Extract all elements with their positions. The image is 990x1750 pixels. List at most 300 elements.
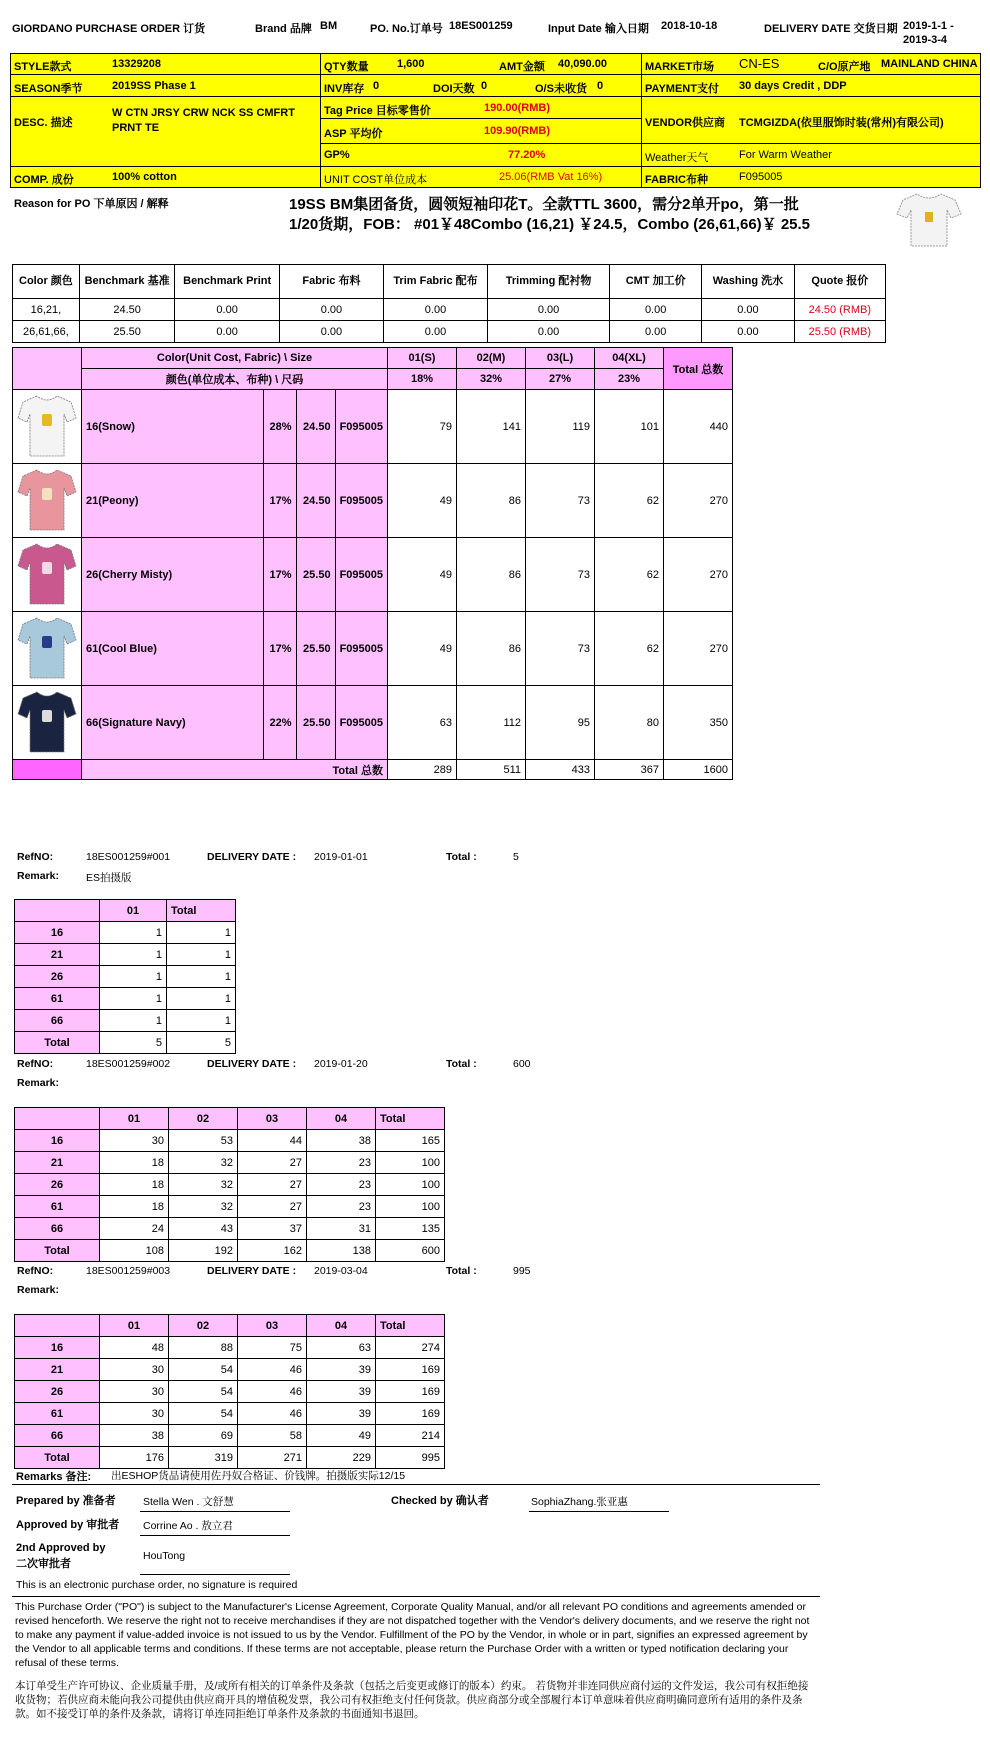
inv-label: INV库存	[324, 83, 365, 95]
color-unit-cost: 25.50	[296, 686, 335, 760]
ref-qty-cell: 27	[238, 1152, 307, 1174]
size-qty-cell: 73	[526, 538, 595, 612]
approved-name: Corrine Ao . 敖立君	[143, 1520, 233, 1532]
delivery-date-start: 2019-1-1 -	[903, 20, 954, 32]
cost-value-cell: 0.00	[488, 299, 610, 321]
main-total-all: 1600	[664, 760, 733, 780]
fabric-label: FABRIC布种	[645, 174, 708, 186]
doi-value: 0	[481, 80, 488, 92]
brand-value: BM	[320, 20, 338, 32]
color-unit-cost: 24.50	[296, 390, 335, 464]
ref-qty-cell: 46	[238, 1381, 307, 1403]
ref-qty-cell: 176	[100, 1447, 169, 1469]
ref-qty-cell: 319	[169, 1447, 238, 1469]
cost-value-cell: 0.00	[383, 321, 487, 343]
ref-col-header: 04	[307, 1315, 376, 1337]
vendor-value: TCMGIZDA(依里服饰时装(常州)有限公司)	[739, 117, 944, 129]
market-row	[641, 53, 981, 75]
ref-col-header: 03	[238, 1108, 307, 1130]
cost-value-cell: 0.00	[279, 321, 383, 343]
unit-cost-label: UNIT COST单位成本	[324, 174, 428, 186]
ref-total: 5	[513, 851, 519, 863]
season-label: SEASON季节	[14, 83, 83, 95]
prepared-sign-line	[140, 1511, 290, 1512]
main-total-m: 511	[457, 760, 526, 780]
ref-size-row	[15, 1359, 445, 1381]
ref-qty-cell: 48	[100, 1337, 169, 1359]
cost-col-benchmark: Benchmark 基准	[79, 265, 175, 299]
size-header-xl: 04(XL)	[595, 348, 664, 369]
main-total-label: Total 总数	[82, 760, 388, 780]
ref-qty-cell: 1	[167, 922, 236, 944]
main-total-corner	[13, 760, 82, 780]
color-fabric: F095005	[335, 538, 387, 612]
ref-col-header: 01	[100, 900, 167, 922]
size-pct-xl: 23%	[595, 369, 664, 390]
cost-value-cell: 0.00	[610, 299, 702, 321]
input-date-label: Input Date 输入日期	[548, 23, 649, 35]
ref-qty-cell: 88	[169, 1337, 238, 1359]
ref-qty-cell: 46	[238, 1359, 307, 1381]
doi-label: DOI天数	[433, 83, 475, 95]
ref-qty-cell: 18	[100, 1174, 169, 1196]
ref-qty-cell: 32	[169, 1152, 238, 1174]
ref-qty-cell: 27	[238, 1174, 307, 1196]
color-swatch-cell	[13, 538, 82, 612]
ref-qty-cell: 69	[169, 1425, 238, 1447]
ref-total-label: Total :	[446, 1058, 477, 1070]
gp-value: 77.20%	[508, 149, 546, 161]
ref-qty-cell: 162	[238, 1240, 307, 1262]
ref-qty-cell: 32	[169, 1196, 238, 1218]
size-qty-cell: 49	[388, 464, 457, 538]
color-row	[13, 538, 733, 612]
inv-row	[320, 74, 642, 97]
ref-qty-cell: 54	[169, 1359, 238, 1381]
tshirt-icon	[17, 538, 77, 608]
product-thumbnail	[895, 190, 963, 250]
gp-row	[320, 143, 642, 167]
tshirt-icon	[17, 390, 77, 460]
ref-col-header: 03	[238, 1315, 307, 1337]
ref-qty-cell: 600	[376, 1240, 445, 1262]
size-qty-cell: 86	[457, 612, 526, 686]
ref-qty-cell: 54	[169, 1381, 238, 1403]
size-qty-cell: 79	[388, 390, 457, 464]
ref-row-label: Total	[15, 1240, 100, 1262]
ref-qty-cell: 214	[376, 1425, 445, 1447]
ref-qty-cell: 30	[100, 1359, 169, 1381]
cost-col-fabric: Fabric 布料	[279, 265, 383, 299]
ref-size-header-row	[15, 900, 236, 922]
approved2-name: HouTong	[143, 1550, 186, 1562]
cost-color-cell: 26,61,66,	[13, 321, 80, 343]
desc-value-2: PRNT TE	[112, 122, 160, 134]
co-label: C/O原产地	[818, 61, 871, 73]
color-swatch-cell	[13, 464, 82, 538]
ref-total: 995	[513, 1265, 531, 1277]
cost-quote-cell: 24.50 (RMB)	[794, 299, 885, 321]
ref-size-row	[15, 922, 236, 944]
size-qty-cell: 95	[526, 686, 595, 760]
ref-date-label: DELIVERY DATE :	[207, 1265, 297, 1277]
ref-date-label: DELIVERY DATE :	[207, 1058, 297, 1070]
ref-qty-cell: 58	[238, 1425, 307, 1447]
color-unit-cost: 25.50	[296, 612, 335, 686]
inv-value: 0	[373, 80, 380, 92]
cost-value-cell: 24.50	[79, 299, 175, 321]
size-header-m: 02(M)	[457, 348, 526, 369]
ref-qty-cell: 49	[307, 1425, 376, 1447]
size-pct-s: 18%	[388, 369, 457, 390]
ref-qty-cell: 53	[169, 1130, 238, 1152]
ref-col-header: 02	[169, 1108, 238, 1130]
ref-row-label: 61	[15, 1403, 100, 1425]
ref-date: 2019-01-01	[314, 851, 368, 863]
ref-qty-cell: 1	[100, 944, 167, 966]
remarks-label: Remarks 备注:	[16, 1471, 92, 1483]
color-total-cell: 350	[664, 686, 733, 760]
ref-row-label: 16	[15, 1130, 100, 1152]
os-value: 0	[597, 80, 604, 92]
ref-row-label: 16	[15, 1337, 100, 1359]
cost-col-washing: Washing 洗水	[702, 265, 794, 299]
unit-cost-value: 25.06(RMB Vat 16%)	[499, 171, 603, 183]
ref-row-label: 66	[15, 1218, 100, 1240]
ref-date: 2019-01-20	[314, 1058, 368, 1070]
cost-col-trim-fabric: Trim Fabric 配布	[383, 265, 487, 299]
ref-qty-cell: 1	[167, 988, 236, 1010]
size-qty-cell: 119	[526, 390, 595, 464]
amt-label: AMT金额	[499, 61, 545, 73]
payment-value: 30 days Credit , DDP	[739, 80, 847, 92]
ref-qty-cell: 54	[169, 1403, 238, 1425]
main-total-l: 433	[526, 760, 595, 780]
ref-row-label: 66	[15, 1425, 100, 1447]
ref-row-label: 61	[15, 1196, 100, 1218]
weather-row	[641, 143, 981, 167]
checked-name: SophiaZhang.张亚惠	[531, 1496, 628, 1508]
size-qty-cell: 141	[457, 390, 526, 464]
ref-size-row	[15, 1218, 445, 1240]
main-total-s: 289	[388, 760, 457, 780]
ref-size-header-row	[15, 1315, 445, 1337]
ref-qty-cell: 5	[167, 1032, 236, 1054]
brand-label: Brand 品牌	[255, 23, 312, 35]
size-qty-cell: 112	[457, 686, 526, 760]
cost-value-cell: 0.00	[610, 321, 702, 343]
color-name: 21(Peony)	[82, 464, 264, 538]
ref-corner-cell	[15, 1108, 100, 1130]
color-row	[13, 464, 733, 538]
ref-label: RefNO:	[17, 1058, 54, 1070]
color-name: 61(Cool Blue)	[82, 612, 264, 686]
terms-chinese: 本订单受生产许可协议、企业质量手册，及/或所有相关的订单条件及条款（包括之后变更或修订的版本）约束。 若货物并非连同供应商付运的文件发运，我公司有权拒绝接收货物；若供应商未能向我公司提供由供应商开具的增值税发票，我公司有权拒绝支付任何货款。供应商部分或全部履行本订单意味着供应商明确同意所有适用的条件及条款。如不接受订单的条件及条款，请将订单连同拒绝订单条件及条款的书面通知书退回。	[15, 1680, 809, 1720]
color-fabric: F095005	[335, 612, 387, 686]
ref-row-label: 16	[15, 922, 100, 944]
ref-qty-cell: 1	[100, 966, 167, 988]
ref-qty-cell: 100	[376, 1152, 445, 1174]
qty-value: 1,600	[397, 58, 425, 70]
cost-value-cell: 0.00	[175, 321, 279, 343]
ref-qty-cell: 995	[376, 1447, 445, 1469]
size-qty-cell: 62	[595, 464, 664, 538]
color-swatch-cell	[13, 686, 82, 760]
color-swatch-cell	[13, 612, 82, 686]
size-header-s: 01(S)	[388, 348, 457, 369]
ref-qty-cell: 192	[169, 1240, 238, 1262]
cost-value-cell: 0.00	[383, 299, 487, 321]
ref-qty-cell: 63	[307, 1337, 376, 1359]
cost-col-trimming: Trimming 配衬物	[488, 265, 610, 299]
ref-qty-cell: 37	[238, 1218, 307, 1240]
ref-qty-cell: 18	[100, 1196, 169, 1218]
size-qty-cell: 80	[595, 686, 664, 760]
color-unit-cost: 24.50	[296, 464, 335, 538]
prepared-label: Prepared by 准备者	[16, 1495, 116, 1507]
ref-remark-label: Remark:	[17, 1077, 60, 1089]
ref-size-row	[15, 944, 236, 966]
approved2-label-1: 2nd Approved by	[16, 1542, 106, 1554]
delivery-date-label: DELIVERY DATE 交货日期	[764, 23, 898, 35]
main-head-2: 颜色(单位成本、布种) \ 尺码	[82, 369, 388, 390]
size-qty-cell: 73	[526, 612, 595, 686]
ref-remark-label: Remark:	[17, 1284, 60, 1296]
ref-qty-cell: 23	[307, 1174, 376, 1196]
ref-number: 18ES001259#003	[86, 1265, 171, 1277]
ref-qty-cell: 138	[307, 1240, 376, 1262]
ref-size-row	[15, 1381, 445, 1403]
ref-date: 2019-03-04	[314, 1265, 368, 1277]
cost-value-cell: 0.00	[175, 299, 279, 321]
ref-label: RefNO:	[17, 851, 54, 863]
fabric-row	[641, 166, 981, 188]
ref-size-row	[15, 1240, 445, 1262]
ref-col-header: Total	[167, 900, 236, 922]
vendor-row	[641, 96, 981, 144]
ref-corner-cell	[15, 900, 100, 922]
color-row	[13, 686, 733, 760]
cost-row	[13, 299, 886, 321]
ref-size-header-row	[15, 1108, 445, 1130]
color-name: 26(Cherry Misty)	[82, 538, 264, 612]
delivery-date-end: 2019-3-4	[903, 34, 948, 46]
cost-col-benchmark-print: Benchmark Print	[175, 265, 279, 299]
remarks-text: 出ESHOP货品请使用佐丹奴合格证、价钱牌。拍摄版实际12/15	[111, 1470, 406, 1482]
unit-cost-row	[320, 166, 642, 188]
ref-qty-cell: 274	[376, 1337, 445, 1359]
size-pct-m: 32%	[457, 369, 526, 390]
ref-qty-cell: 271	[238, 1447, 307, 1469]
color-swatch-cell	[13, 390, 82, 464]
reason-label: Reason for PO 下单原因 / 解释	[14, 198, 169, 210]
ref-row-label: 26	[15, 1381, 100, 1403]
ref-qty-cell: 44	[238, 1130, 307, 1152]
ref-qty-cell: 30	[100, 1403, 169, 1425]
ref-row-label: 21	[15, 944, 100, 966]
cost-color-cell: 16,21,	[13, 299, 80, 321]
checked-label: Checked by 确认者	[391, 1495, 489, 1507]
ref-size-row	[15, 1152, 445, 1174]
ref-row-label: Total	[15, 1447, 100, 1469]
asp-value: 109.90(RMB)	[484, 125, 551, 137]
ref-col-header: 02	[169, 1315, 238, 1337]
ref-row-label: 21	[15, 1152, 100, 1174]
divider	[12, 1484, 820, 1485]
checked-sign-line	[529, 1511, 669, 1512]
ref-row-label: 61	[15, 988, 100, 1010]
ref-qty-cell: 108	[100, 1240, 169, 1262]
size-qty-cell: 63	[388, 686, 457, 760]
ref-qty-cell: 1	[100, 922, 167, 944]
ref-qty-cell: 30	[100, 1130, 169, 1152]
size-qty-cell: 86	[457, 464, 526, 538]
ref-size-row	[15, 1032, 236, 1054]
cost-row	[13, 321, 886, 343]
cost-value-cell: 0.00	[279, 299, 383, 321]
color-pct: 17%	[263, 464, 296, 538]
ref-qty-cell: 5	[100, 1032, 167, 1054]
color-name: 66(Signature Navy)	[82, 686, 264, 760]
prepared-name: Stella Wen . 文舒慧	[143, 1496, 234, 1508]
ref-qty-cell: 38	[307, 1130, 376, 1152]
ref-size-table	[14, 899, 236, 1054]
ref-qty-cell: 32	[169, 1174, 238, 1196]
color-name: 16(Snow)	[82, 390, 264, 464]
ref-qty-cell: 30	[100, 1381, 169, 1403]
season-row	[10, 74, 321, 97]
ref-row-label: 66	[15, 1010, 100, 1032]
main-head-1: Color(Unit Cost, Fabric) \ Size	[82, 348, 388, 369]
ref-row-label: 26	[15, 966, 100, 988]
ref-row-label: Total	[15, 1032, 100, 1054]
ref-col-header: 01	[100, 1108, 169, 1130]
fabric-value: F095005	[739, 171, 783, 183]
desc-row	[10, 96, 321, 167]
style-row	[10, 53, 321, 75]
cost-value-cell: 25.50	[79, 321, 175, 343]
size-qty-cell: 62	[595, 538, 664, 612]
ref-col-header: Total	[376, 1315, 445, 1337]
ref-corner-cell	[15, 1315, 100, 1337]
style-label: STYLE款式	[14, 61, 72, 73]
color-total-cell: 270	[664, 612, 733, 686]
color-pct: 17%	[263, 538, 296, 612]
ref-qty-cell: 229	[307, 1447, 376, 1469]
ref-qty-cell: 23	[307, 1196, 376, 1218]
color-size-quantity-table	[12, 347, 733, 780]
gp-label: GP%	[324, 149, 350, 161]
weather-label: Weather天气	[645, 152, 709, 164]
ref-size-row	[15, 966, 236, 988]
ref-date-label: DELIVERY DATE :	[207, 851, 297, 863]
cost-col-color: Color 颜色	[13, 265, 80, 299]
ref-col-header: 01	[100, 1315, 169, 1337]
ref-size-table	[14, 1314, 445, 1469]
total-header: Total 总数	[664, 348, 733, 390]
size-header-l: 03(L)	[526, 348, 595, 369]
ref-size-row	[15, 1196, 445, 1218]
ref-qty-cell: 100	[376, 1174, 445, 1196]
ref-size-row	[15, 1425, 445, 1447]
color-unit-cost: 25.50	[296, 538, 335, 612]
cost-breakdown-table	[12, 264, 886, 343]
size-qty-cell: 73	[526, 464, 595, 538]
ref-qty-cell: 39	[307, 1403, 376, 1425]
ref-size-row	[15, 1403, 445, 1425]
color-fabric: F095005	[335, 686, 387, 760]
color-row	[13, 612, 733, 686]
ref-qty-cell: 27	[238, 1196, 307, 1218]
electronic-notice: This is an electronic purchase order, no signature is required	[16, 1579, 298, 1591]
size-qty-cell: 101	[595, 390, 664, 464]
ref-qty-cell: 39	[307, 1359, 376, 1381]
divider	[12, 1596, 820, 1597]
color-pct: 17%	[263, 612, 296, 686]
color-total-cell: 440	[664, 390, 733, 464]
ref-size-row	[15, 1130, 445, 1152]
main-corner-cell	[13, 348, 82, 390]
amt-value: 40,090.00	[558, 58, 607, 70]
co-value: MAINLAND CHINA	[881, 58, 978, 70]
qty-row	[320, 53, 642, 75]
approved-sign-line	[140, 1535, 290, 1536]
ref-qty-cell: 100	[376, 1196, 445, 1218]
comp-row	[10, 166, 321, 188]
weather-value: For Warm Weather	[739, 149, 832, 161]
style-value: 13329208	[112, 58, 161, 70]
ref-qty-cell: 169	[376, 1403, 445, 1425]
tag-label: Tag Price 目标零售价	[324, 105, 431, 117]
main-total-row	[13, 760, 733, 780]
terms-english: This Purchase Order ("PO") is subject to the Manufacturer's License Agreement, Corporate Quality Manual, and/or all relevant PO conditions and agreements amended or revised henceforth. We reserve the right not to receive merchandises if they are not dispatched together with the Vendor's delivery documents, and we reserve the right not to make any payment if value-added invoice is not issued to us by the Vendor. Fulfillment of the PO by the Vendor, in whole or in part, signifies an expressed agreement by the Vendor to all applicable terms and conditions. If these terms are not acceptable, please return the Purchase Order with a written or typed notification declaring your refusal of these terms.	[15, 1601, 810, 1669]
ref-qty-cell: 169	[376, 1359, 445, 1381]
tag-value: 190.00(RMB)	[484, 102, 551, 114]
input-date: 2018-10-18	[661, 20, 718, 32]
ref-qty-cell: 23	[307, 1152, 376, 1174]
cost-value-cell: 0.00	[702, 321, 794, 343]
season-value: 2019SS Phase 1	[112, 80, 196, 92]
ref-remark-label: Remark:	[17, 870, 60, 882]
ref-total-label: Total :	[446, 1265, 477, 1277]
po-label: PO. No.订单号	[370, 23, 443, 35]
color-pct: 22%	[263, 686, 296, 760]
ref-size-row	[15, 1010, 236, 1032]
ref-qty-cell: 1	[167, 966, 236, 988]
comp-label: COMP. 成份	[14, 174, 74, 186]
asp-label: ASP 平均价	[324, 128, 383, 140]
ref-qty-cell: 18	[100, 1152, 169, 1174]
market-value: CN-ES	[739, 56, 780, 71]
size-qty-cell: 62	[595, 612, 664, 686]
po-number: 18ES001259	[449, 20, 513, 32]
color-fabric: F095005	[335, 390, 387, 464]
ref-qty-cell: 169	[376, 1381, 445, 1403]
color-fabric: F095005	[335, 464, 387, 538]
ref-remark: ES拍摄版	[86, 872, 132, 884]
approved2-label-2: 二次审批者	[16, 1558, 71, 1570]
desc-label: DESC. 描述	[14, 117, 73, 129]
ref-size-row	[15, 1447, 445, 1469]
cost-value-cell: 0.00	[488, 321, 610, 343]
color-row	[13, 390, 733, 464]
document-title: GIORDANO PURCHASE ORDER 订货	[12, 23, 206, 35]
ref-label: RefNO:	[17, 1265, 54, 1277]
desc-value-1: W CTN JRSY CRW NCK SS CMFRT	[112, 107, 295, 119]
payment-label: PAYMENT支付	[645, 83, 719, 95]
size-pct-l: 27%	[526, 369, 595, 390]
ref-size-table	[14, 1107, 445, 1262]
